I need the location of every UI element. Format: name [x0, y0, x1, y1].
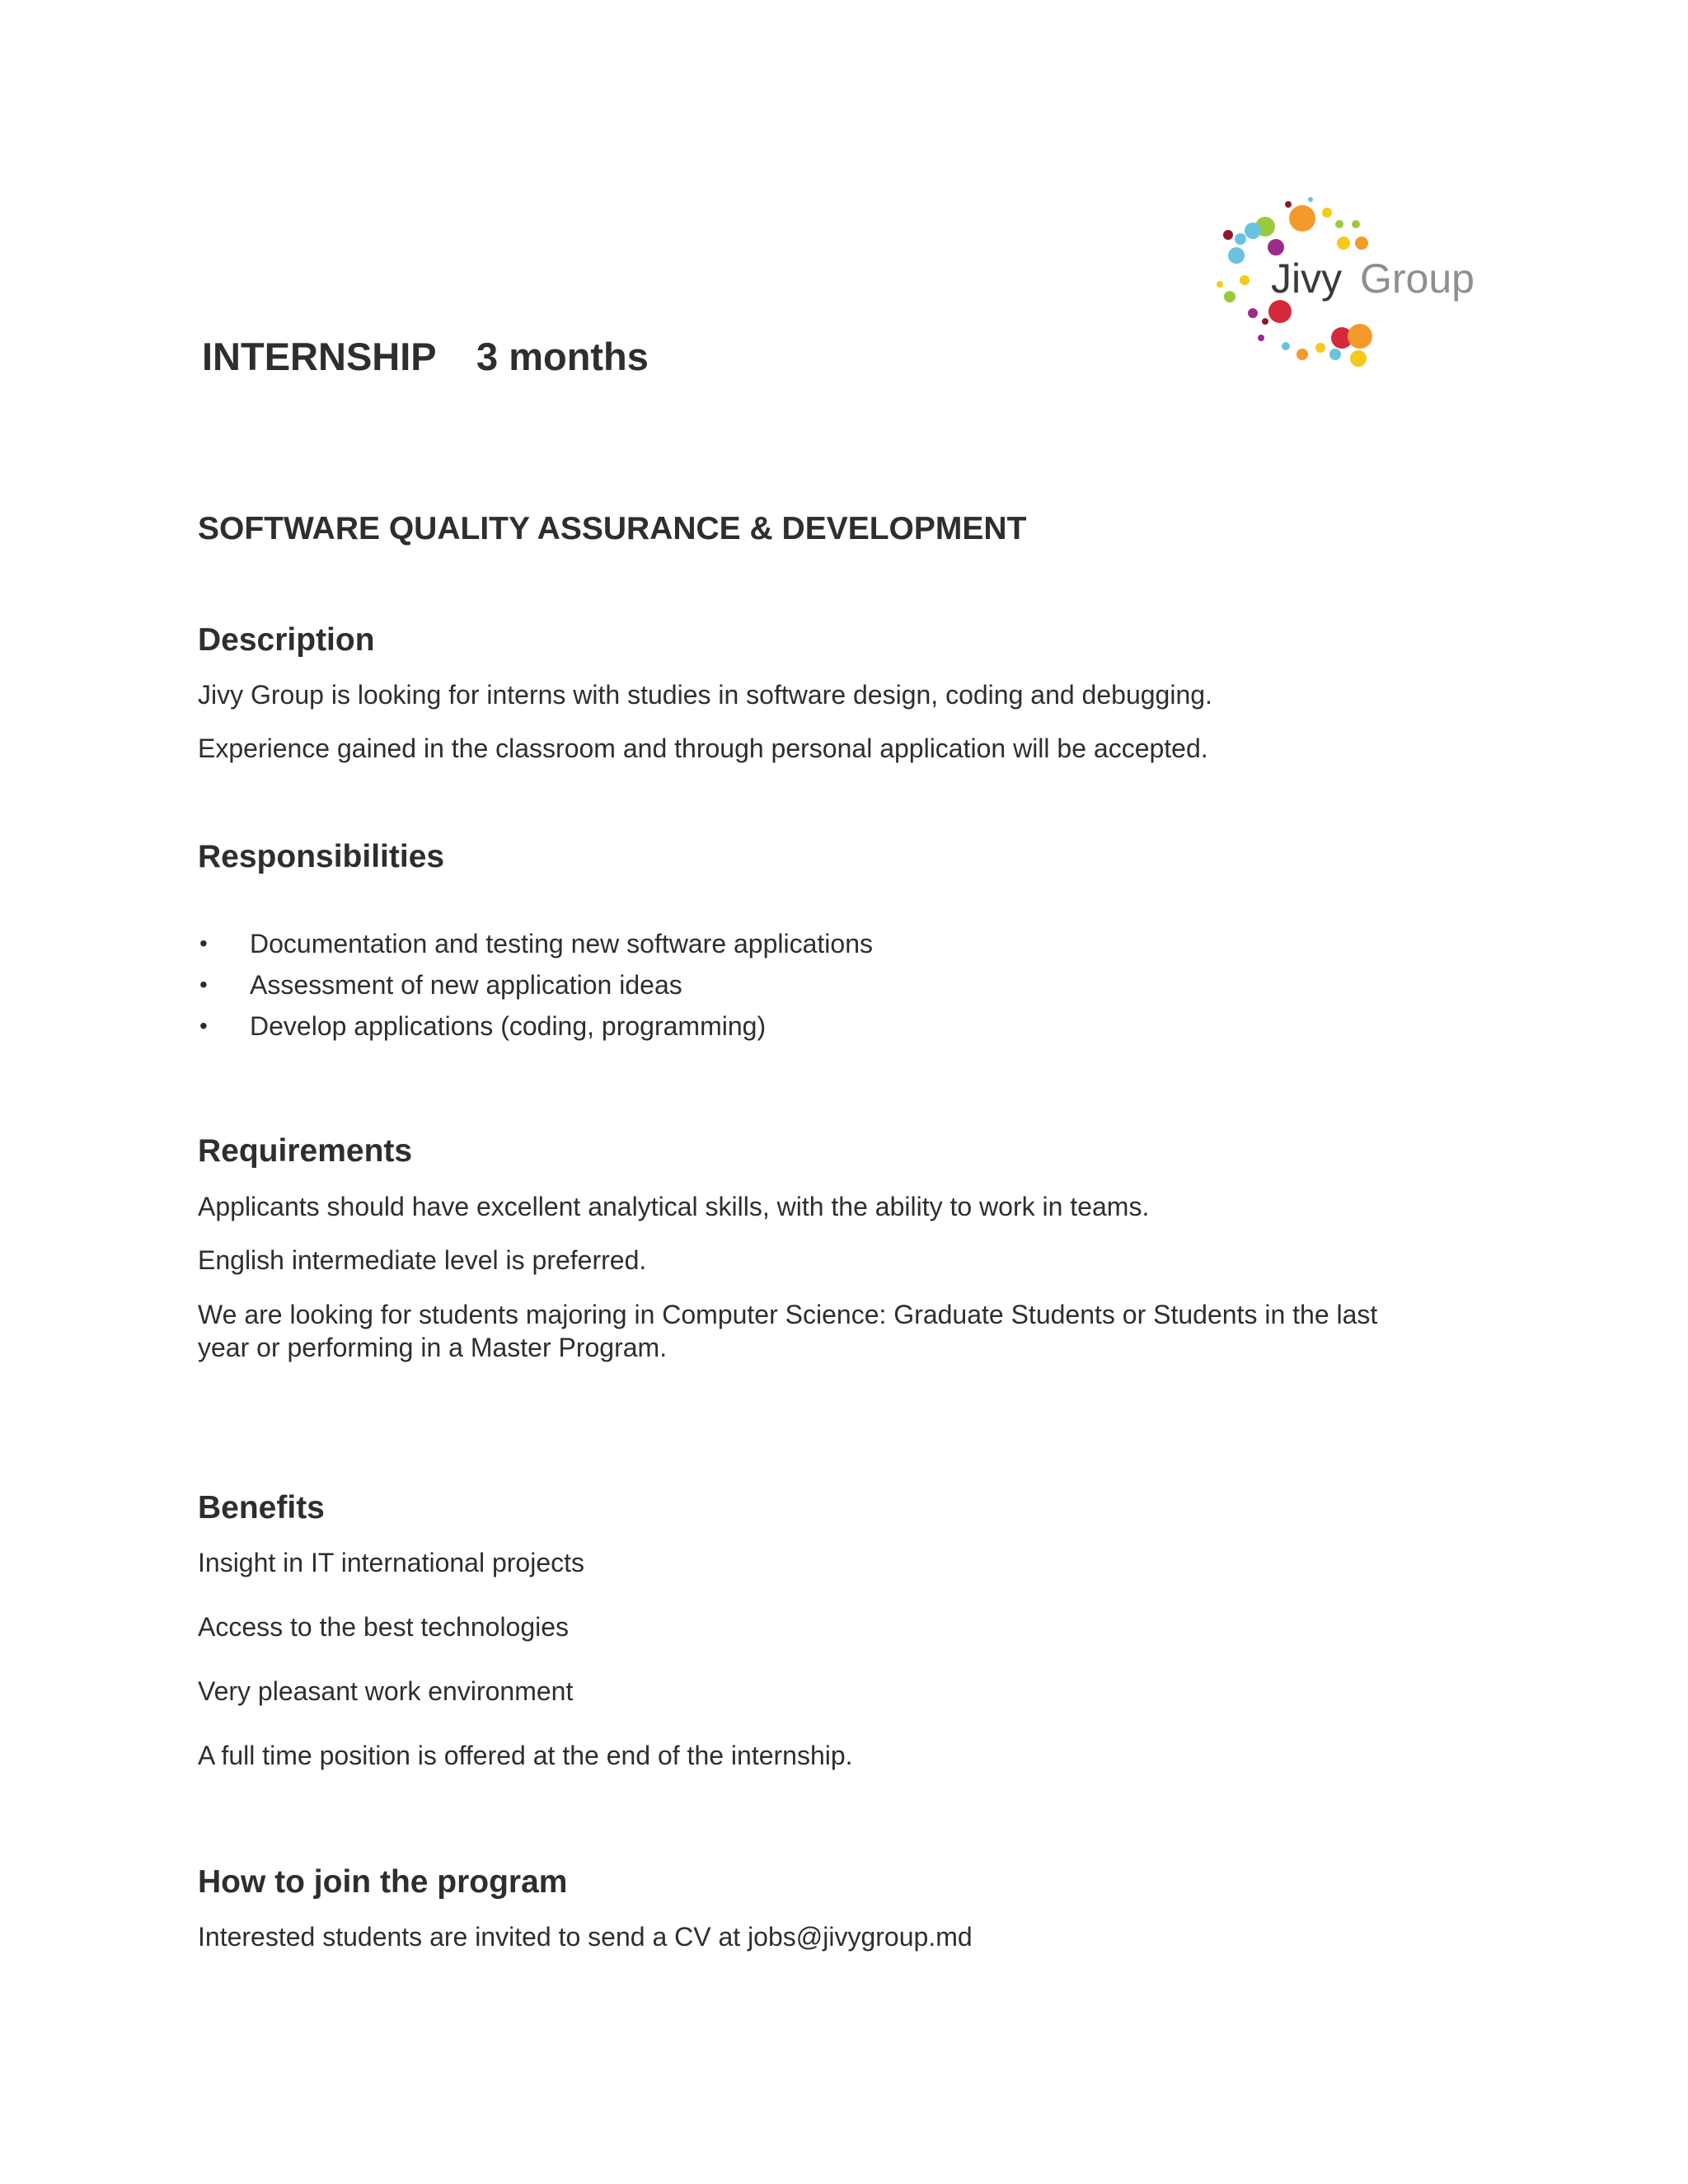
description-line: Jivy Group is looking for interns with studies in software design, coding and debugging. — [198, 680, 1212, 710]
benefits-heading: Benefits — [198, 1490, 325, 1526]
bullet-icon: • — [199, 930, 208, 956]
description-heading: Description — [198, 622, 375, 658]
logo-text-group: Group — [1360, 255, 1475, 302]
jivy-group-logo — [1203, 190, 1500, 379]
benefit-line: Access to the best technologies — [198, 1612, 570, 1642]
list-item: Develop applications (coding, programming) — [250, 1011, 767, 1041]
position-title: SOFTWARE QUALITY ASSURANCE & DEVELOPMENT — [198, 511, 1027, 546]
requirements-line: year or performing in a Master Program. — [198, 1333, 668, 1362]
benefit-line: Insight in IT international projects — [198, 1548, 584, 1577]
join-heading: How to join the program — [198, 1864, 568, 1900]
join-line: Interested students are invited to send a CV at jobs@jivygroup.md — [198, 1922, 973, 1952]
description-line: Experience gained in the classroom and through personal application will be accepted. — [198, 733, 1208, 763]
list-item: Documentation and testing new software applications — [250, 929, 873, 958]
list-item: Assessment of new application ideas — [250, 970, 682, 1000]
requirements-heading: Requirements — [198, 1133, 413, 1169]
page-title: INTERNSHIP — [202, 335, 437, 378]
duration: 3 months — [476, 335, 649, 378]
logo-text-jivy: Jivy — [1271, 255, 1343, 302]
requirements-line: We are looking for students majoring in Computer Science: Graduate Students or Students in the last — [198, 1300, 1378, 1329]
requirements-line: Applicants should have excellent analytical skills, with the ability to work in teams. — [198, 1192, 1150, 1221]
benefit-line: A full time position is offered at the end of the internship. — [198, 1741, 853, 1770]
responsibilities-heading: Responsibilities — [198, 839, 445, 874]
bullet-icon: • — [199, 1013, 208, 1038]
bullet-icon: • — [199, 972, 208, 997]
requirements-line: English intermediate level is preferred. — [198, 1245, 647, 1275]
benefit-line: Very pleasant work environment — [198, 1676, 574, 1706]
